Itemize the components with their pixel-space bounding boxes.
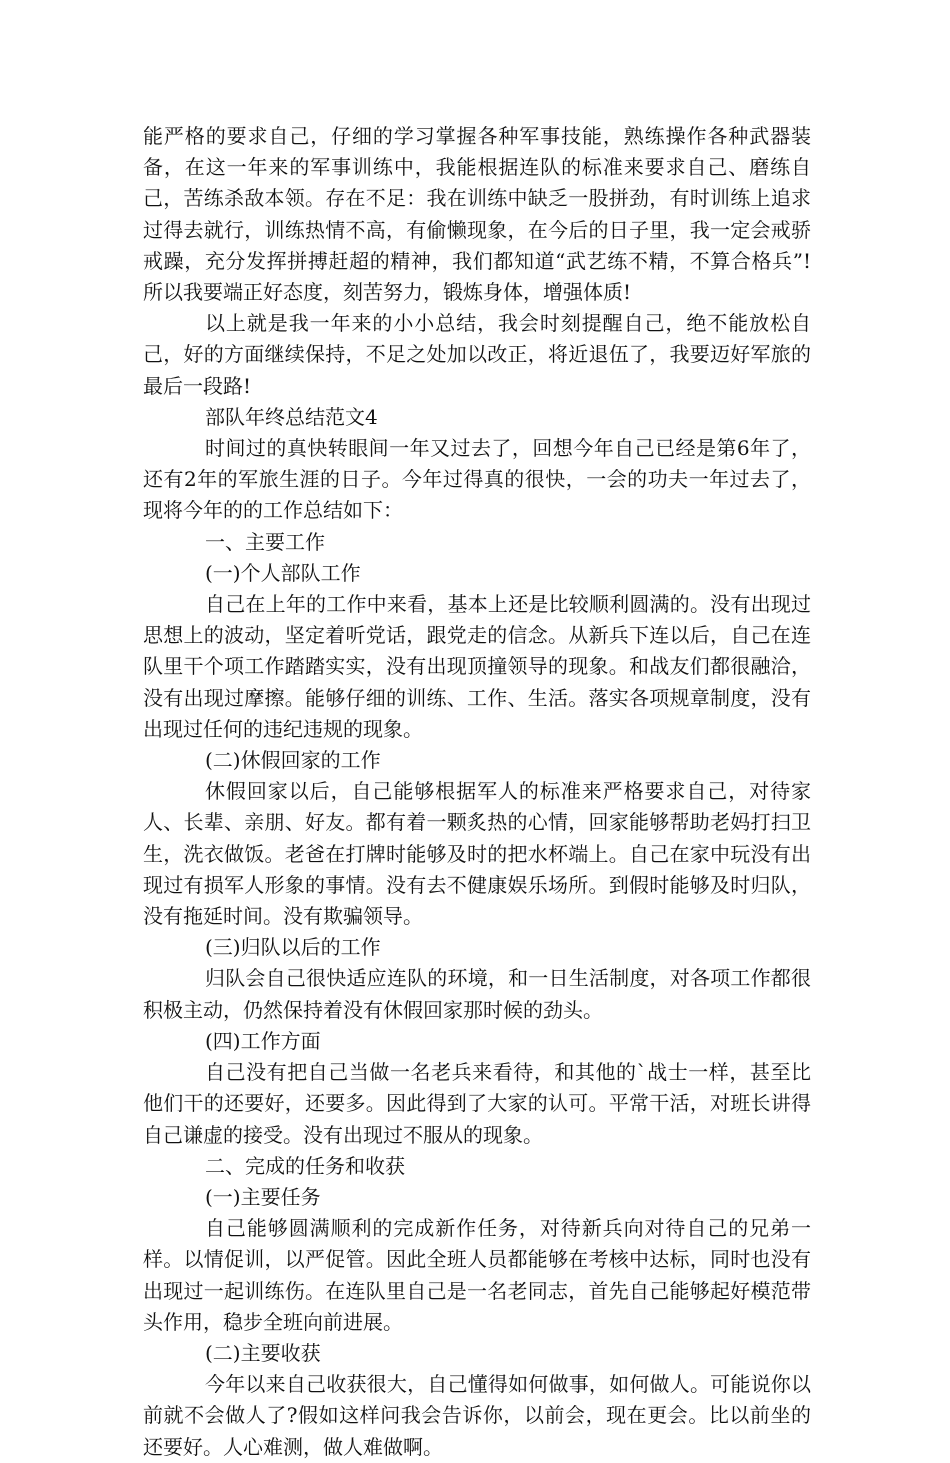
subheading-return-work: (三)归队以后的工作 [205, 935, 381, 960]
subheading-personal-work: (一)个人部队工作 [205, 560, 361, 585]
paragraph-training-summary: 能严格的要求自己，仔细的学习掌握各种军事技能，熟练操作各种武器装备，在这一年来的军事训练中，我能根据连队的标准来要求自己、磨练自己，苦练杀敌本领。存在不足：我在训练中缺乏一股拼劲，有时训练上追求过得去就行，训练热情不高，有偷懒现象，在今后的日子里，我一定会戒骄戒躁，充分发挥拼搏赶超的精神，我们都知道“武艺练不精，不算合格兵”!所以我要端正好态度，刻苦努力，锻炼身体，增强体质! [143, 124, 811, 305]
paragraph-closing-remarks: 以上就是我一年来的小小总结，我会时刻提醒自己，绝不能放松自己，好的方面继续保持，不足之处加以改正，将近退伍了，我要迈好军旅的最后一段路! [143, 311, 811, 398]
subheading-main-gains: (二)主要收获 [205, 1340, 321, 1365]
paragraph-main-tasks: 自己能够圆满顺利的完成新作任务，对待新兵向对待自己的兄弟一样。以情促训，以严促管。因此全班人员都能够在考核中达标，同时也没有出现过一起训练伤。在连队里自己是一名老同志，首先自己能够起好模范带头作用，稳步全班向前进展。 [143, 1216, 811, 1334]
heading-main-work: 一、主要工作 [205, 529, 325, 554]
paragraph-return-work: 归队会自己很快适应连队的环境，和一日生活制度，对各项工作都很积极主动，仍然保持着没有休假回家那时候的劲头。 [143, 966, 811, 1022]
subheading-vacation-work: (二)休假回家的工作 [205, 748, 381, 773]
paragraph-intro: 时间过的真快转眼间一年又过去了，回想今年自己已经是第6年了，还有2年的军旅生涯的日子。今年过得真的很快，一会的功夫一年过去了，现将今年的的工作总结如下： [143, 436, 811, 523]
section-title-example-4: 部队年终总结范文4 [205, 404, 378, 429]
paragraph-main-gains: 今年以来自己收获很大，自己懂得如何做事，如何做人。可能说你以前就不会做人了?假如这样问我会告诉你，以前会，现在更会。比以前坐的还要好。人心难测，做人难做啊。 [143, 1372, 811, 1459]
document-body [143, 121, 811, 1463]
paragraph-personal-work: 自己在上年的工作中来看，基本上还是比较顺利圆满的。没有出现过思想上的波动，坚定着听党话，跟党走的信念。从新兵下连以后，自己在连队里干个项工作踏踏实实，没有出现顶撞领导的现象。和战友们都很融洽，没有出现过摩擦。能够仔细的训练、工作、生活。落实各项规章制度，没有出现过任何的违纪违规的现象。 [143, 592, 811, 741]
subheading-work-aspect: (四)工作方面 [205, 1028, 321, 1053]
heading-tasks-and-gains: 二、完成的任务和收获 [205, 1153, 405, 1178]
paragraph-work-aspect: 自己没有把自己当做一名老兵来看待，和其他的`战士一样，甚至比他们干的还要好，还要多。因此得到了大家的认可。平常干活，对班长讲得自己谦虚的接受。没有出现过不服从的现象。 [143, 1060, 811, 1147]
subheading-main-tasks: (一)主要任务 [205, 1184, 321, 1209]
paragraph-vacation-work: 休假回家以后，自己能够根据军人的标准来严格要求自己，对待家人、长辈、亲朋、好友。都有着一颗炙热的心情，回家能够帮助老妈打扫卫生，洗衣做饭。老爸在打牌时能够及时的把水杯端上。自己在家中玩没有出现过有损军人形象的事情。没有去不健康娱乐场所。到假时能够及时归队，没有拖延时间。没有欺骗领导。 [143, 779, 811, 929]
